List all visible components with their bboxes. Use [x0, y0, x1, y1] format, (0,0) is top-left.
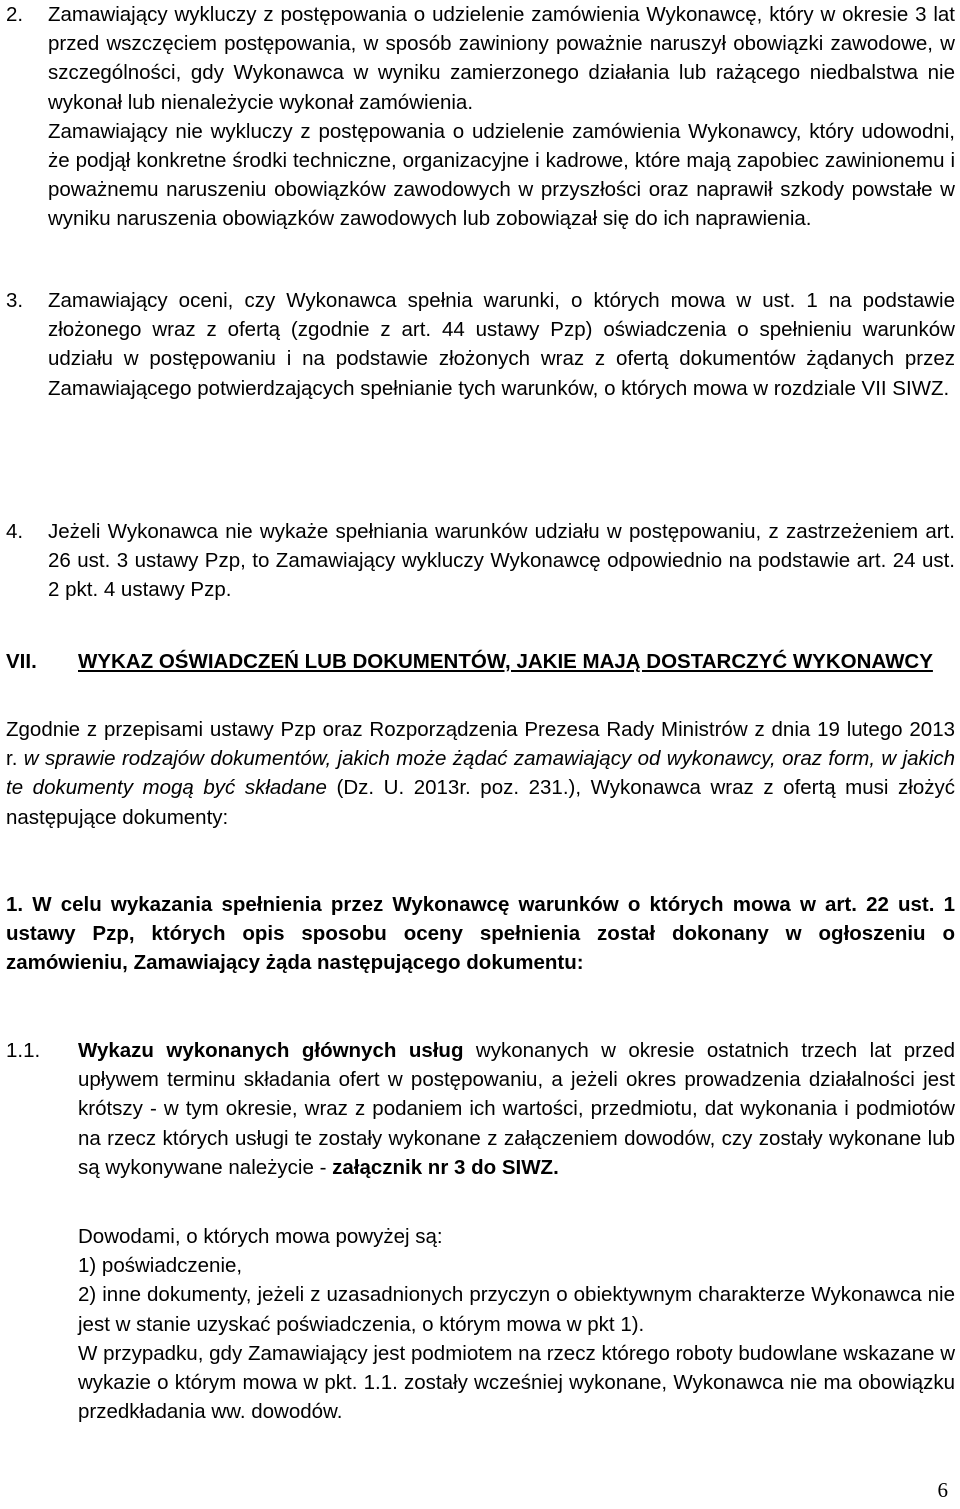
evidence-list [78, 1222, 955, 1426]
paragraph: Jeżeli Wykonawca nie wykaże spełniania warunków udziału w postępowaniu, z zastrzeżeniem art. 26 ust. 3 ustawy Pzp, to Zamawiający wykluczy Wykonawcę odpowiednio na podstawie art. 24 ust. 2 pkt. 4 ustawy Pzp. [48, 520, 955, 602]
item-number: 1.1. [6, 1039, 41, 1062]
list-item-2 [0, 0, 955, 234]
evidence-note: W przypadku, gdy Zamawiający jest podmiotem na rzecz którego roboty budowlane wskazane w wykazie o którym mowa w pkt. 1.1. zostały wcześniej wykonane, Wykonawca nie ma obowiązku przedkładania ww. dowodów. [78, 1341, 955, 1424]
point-1-1 [0, 1036, 955, 1182]
page-number: 6 [937, 1478, 948, 1502]
attachment-reference: załącznik nr 3 do SIWZ. [332, 1155, 559, 1179]
list-item-4 [0, 517, 955, 605]
item-number: 4. [6, 520, 24, 543]
bold-lead: Wykazu wykonanych głównych usług [78, 1039, 464, 1062]
item-number: 2. [6, 3, 24, 26]
evidence-intro: Dowodami, o których mowa powyżej są: [78, 1225, 443, 1248]
section-title: WYKAZ OŚWIADCZEŃ LUB DOKUMENTÓW, JAKIE MAJĄ DOSTARCZYĆ WYKONAWCY [78, 650, 933, 673]
intro-text-end: (Dz. U. 2013r. poz. 231.), Wykonawca wraz z ofertą musi złożyć następujące dokumenty: [6, 776, 955, 829]
intro-paragraph [6, 715, 955, 832]
item-number: 3. [6, 289, 24, 312]
paragraph-text: wykonanych w okresie ostatnich trzech lat przed upływem terminu składania ofert w postępowaniu, a jeżeli okres prowadzenia działalności jest krótszy - w tym okresie, wraz z podaniem ich wartości, przedmiotu, dat wykonania i podmiotów na rzecz których usługi te zostały wykonane z załączeniem dowodów, czy zostały wykonane lub są wykonywane należycie - [78, 1039, 955, 1179]
evidence-item-1: 1) poświadczenie, [78, 1254, 243, 1278]
paragraph: 1. W celu wykazania spełnienia przez Wykonawcę warunków o których mowa w art. 22 ust. 1 ustawy Pzp, których opis sposobu oceny spełnienia został dokonany w ogłoszeniu o zamówieniu, Zamawiający żąda następującego dokumentu: [6, 893, 955, 975]
intro-text: Zgodnie z przepisami ustawy Pzp oraz Rozporządzenia Prezesa Rady Ministrów z dnia 19 lutego 2013 r. [6, 718, 955, 771]
section-heading [0, 647, 955, 676]
evidence-item-2: 2) inne dokumenty, jeżeli z uzasadnionych przyczyn o obiektywnym charakterze Wykonawca nie jest w stanie uzyskać poświadczenia, o którym mowa w pkt 1). [78, 1283, 955, 1336]
paragraph: Zamawiający nie wykluczy z postępowania o udzielenie zamówienia Wykonawcy, który udowodni, że podjął konkretne środki techniczne, organizacyjne i kadrowe, które mają zapobiec zawinionemu i poważnemu naruszeniu obowiązków zawodowych w przyszłości oraz naprawił szkody powstałe w wyniku naruszenia obowiązków zawodowych lub zobowiązał się do ich naprawienia. [48, 119, 955, 231]
paragraph: Zamawiający oceni, czy Wykonawca spełnia warunki, o których mowa w ust. 1 na podstawie złożonego wraz z ofertą (zgodnie z art. 44 ustawy Pzp) oświadczenia o spełnieniu warunków udziału w postępowaniu i na podstawie złożonych wraz z ofertą dokumentów żądanych przez Zamawiającego potwierdzających spełnianie tych warunków, o których mowa w rozdziale VII SIWZ. [48, 289, 955, 400]
paragraph: Zamawiający wykluczy z postępowania o udzielenie zamówienia Wykonawcę, który w okresie 3 lat przed wszczęciem postępowania, w sposób zawiniony poważnie naruszył obowiązki zawodowe, w szczególności, gdy Wykonawca w wyniku zamierzonego działania lub rażącego niedbalstwa nie wykonał lub nienależycie wykonał zamówienia. [48, 3, 955, 114]
list-item-3 [0, 286, 955, 403]
regulation-title: w sprawie rodzajów dokumentów, jakich może żądać zamawiający od wykonawcy, oraz form, w jakich te dokumenty mogą być składane [6, 747, 955, 800]
section-number: VII. [6, 650, 37, 673]
point-1-heading [6, 890, 955, 978]
